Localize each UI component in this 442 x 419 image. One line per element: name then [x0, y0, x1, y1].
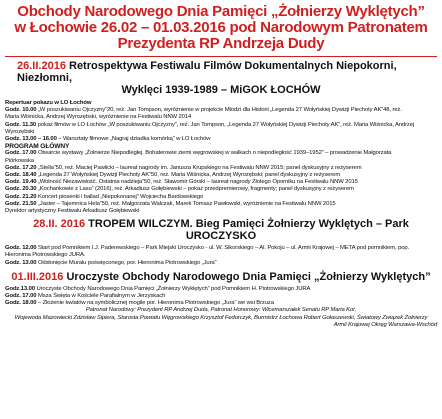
list-item: Hieronima Piotrowskiego JURA. — [5, 252, 86, 259]
list-item: Piórkowska — [5, 157, 34, 164]
list-item: Godz. 21.50 „Jaster – Tajemnica Hela”50, reż. Małgorzata Walczak, Marek Tomasz Pawłowski, wyróżnienie na Festiwalu NNW 2015 — [5, 200, 336, 207]
list-item: Godz. 21.20 Koncert piosenki i ballad „Niepokonanej” Wojciecha Bardowskiego — [5, 193, 204, 200]
list-item: Godz. 17.00 Otwarcie wystawy „Żołnierze Niepodległej. Bohaterowie ziemi węgrowskiej w walkach o niepodległość 1939–1952” – prowadzenie Małgorzata — [5, 150, 392, 157]
list-item: Godz. 19.40 „Wolność Niezawisłość. Ostatnia nadzieja”50, reż. Sławomir Górski – laureat nagrody Złotego Oporniku na Festiwalu NNW 2015 — [5, 179, 358, 186]
list-item: Dyrektor artystyczny Festiwalu Arkadiusz Gołębiewski — [5, 208, 140, 215]
list-item: Godz.13.00 Uroczyste Obchody Narodowego Dnia Pamięci „Żołnierzy Wyklętych” pod Pomnikiem H. Piotrowskiego JURA — [5, 285, 311, 292]
list-item: Godz. 18.40 „Legenda 27 Wołyńskiej Dywizji Piechoty AK”50, reż. Maria Wiśnicka, Andrzej Wyrozębski; panel dyskusyjny z reżyserem — [5, 172, 341, 179]
section3-title: Uroczyste Obchody Narodowego Dnia Pamięci „Żołnierzy Wyklętych” — [66, 270, 431, 283]
section3-date: 01.III.2016 — [11, 270, 64, 283]
patrons-line-1: Patronat Narodowy: Prezydent RP Andrzej Duda, Patronat Honorowy: Wicemarszałek Senatu RP Maria Kor, — [85, 307, 357, 314]
program-title: PROGRAM GŁÓWNY — [5, 143, 70, 151]
section1-title: Retrospektywa Festiwalu Filmów Dokumentalnych Niepokorni, Niezłomni, — [17, 60, 397, 84]
list-item: Godz. 13.00 – 16.00 – Warsztaty filmowe „Nagraj dziadka komórką” w LO Łochów — [5, 136, 211, 143]
section2-title: TROPEM WILCZYM. Bieg Pamięci Żołnierzy Wyklętych – Park UROCZYSKO — [88, 218, 409, 243]
section2-body — [5, 245, 437, 267]
list-item: Godz. 17.20 „Stella”50, reż. Maciej Pawlicki – laureat nagrody im. Janusza Krupskiego na Festiwalu NNW 2015; panel dyskusyjny z reżyserem — [5, 164, 362, 171]
section2-date: 28.II. 2016 — [33, 218, 86, 231]
divider — [5, 56, 437, 57]
title-line-1: Obchody Narodowego Dnia Pamięci „Żołnierzy Wyklętych” — [17, 3, 425, 20]
list-item: Godz. 20.30 „Kochankowie z Lasu” (2016), reż. Arkadiusz Gołębiewski – pokaz przedpremierowy, fragmenty; panel dyskusyjny z reżyserem — [5, 186, 354, 193]
list-item: Godz. 11.30 pokaz filmów w LO Łochów „W poszukiwaniu Ojczyzny”, reż. Jan Tompson, „Legenda 27 Wołyńskiej Dywizji Piechoty AK”, reż. Maria Wiśnicka, Andrzej — [5, 121, 415, 128]
list-item: Maria Wiśnicka, Andrzej Wyrozębski, wyróżnienie na Festiwalu NNW 2014 — [5, 114, 192, 121]
section3-heading — [5, 271, 437, 283]
list-item: Godz. 17.00 Msza Święta w Kościele Parafialnym w Jerzyskach — [5, 293, 166, 300]
section1-date: 26.II.2016 — [17, 60, 66, 72]
repertoire-title: Repertuar pokazu w LO Łochów — [5, 100, 92, 106]
section1-body — [5, 100, 437, 215]
title-line-3: Prezydenta RP Andrzeja Dudy — [117, 35, 325, 52]
title-line-2: w Łochowie 26.02 – 01.03.2016 pod Narodowym Patronatem — [14, 19, 428, 36]
poster-title — [5, 4, 437, 52]
list-item: Godz. 12.00 Start pod Pomnikiem I.J. Paderewskiego – Park Miejski Uroczysko - ul. W. Sikorskiego – Al. Pokoju – ul. Armii Krajowej – META pod pomnikiem, pор. — [5, 245, 410, 252]
section3-body — [5, 286, 437, 329]
patrons-line-2: Wojewoda Mazowiecki Zdzisław Sipiera, Starosta Powiatu Węgrowskiego Krzysztof Fedorczyk, Burmistrz Łochowa Robert Gołaszewski, Światowy Związek Żołnierzy — [14, 314, 428, 321]
list-item: Godz. 13.00 Odsłonięcie Muralu poświęconego, por. Hieronima Piotrowskiego „Jura” — [5, 259, 217, 266]
list-item: Wyrozębski — [5, 128, 35, 135]
section1-heading — [5, 60, 437, 84]
event-poster — [0, 4, 442, 419]
list-item: Godz. 10.00 „W poszukiwaniu Ojczyzny”20, reż. Jan Tompson, wyróżnienie w projekcie Młodzi dla Historii „Legenda 27 Wołyńskiej Dywizji Piechoty AK”48, reż. — [5, 107, 402, 114]
section1-subheading: Wyklęci 1939-1989 – MiGOK ŁOCHÓW — [121, 84, 321, 96]
list-item: Godz. 18.00 – Złożenie kwiatów na symbolicznej mogile por. Hieronima Piotrowskiego „Jura” we wsi Brzuza — [5, 300, 274, 307]
section2-heading — [5, 218, 437, 242]
patrons-line-3: Armii Krajowej Okręg Warszawa-Wschód — [333, 321, 437, 328]
